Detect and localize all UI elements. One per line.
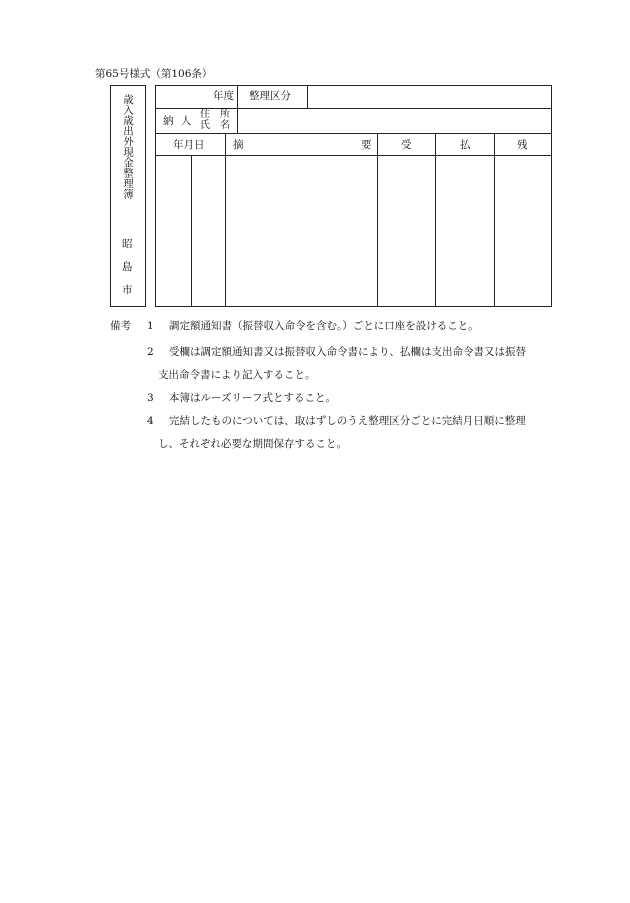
note-number: 2 [147, 346, 154, 358]
category-label: 整理区分 [249, 90, 291, 102]
col-balance: 残 [517, 139, 528, 151]
note-line: 調定額通知書（振替収入命令を含む。）ごとに口座を設けること。 [169, 320, 479, 332]
note-line: 支出命令書により記入すること。 [158, 369, 316, 381]
ledger-title: 歳入歳出外現金整理簿 [122, 94, 134, 199]
note-number: 3 [147, 392, 154, 404]
note-number: 1 [147, 320, 154, 332]
col-receipt: 受 [401, 139, 412, 151]
note-line: し、それぞれ必要な期間保存すること。 [158, 438, 347, 450]
name-label: 氏 名 [200, 120, 230, 131]
col-summary-right: 要 [361, 139, 372, 151]
note-line: 受欄は調定額通知書又は振替収入命令書により、払欄は支出命令書又は振替 [169, 346, 526, 358]
address-label: 住 所 [200, 109, 230, 120]
note-line: 完結したものについては、取はずしのうえ整理区分ごとに完結月日順に整理 [169, 415, 526, 427]
notes-heading: 備考 [110, 320, 131, 332]
col-date: 年月日 [173, 139, 205, 151]
authority-char-1: 昭 [122, 238, 133, 250]
form-number: 第65号様式（第106条） [95, 68, 213, 80]
authority-char-3: 市 [122, 284, 133, 296]
col-summary-left: 摘 [233, 139, 244, 151]
payer-label: 納 人 [163, 115, 194, 127]
col-payment: 払 [460, 139, 471, 151]
authority-char-2: 島 [122, 261, 133, 273]
note-number: 4 [147, 415, 154, 427]
note-line: 本簿はルーズリーフ式とすること。 [169, 392, 336, 404]
year-label: 年度 [213, 90, 234, 102]
